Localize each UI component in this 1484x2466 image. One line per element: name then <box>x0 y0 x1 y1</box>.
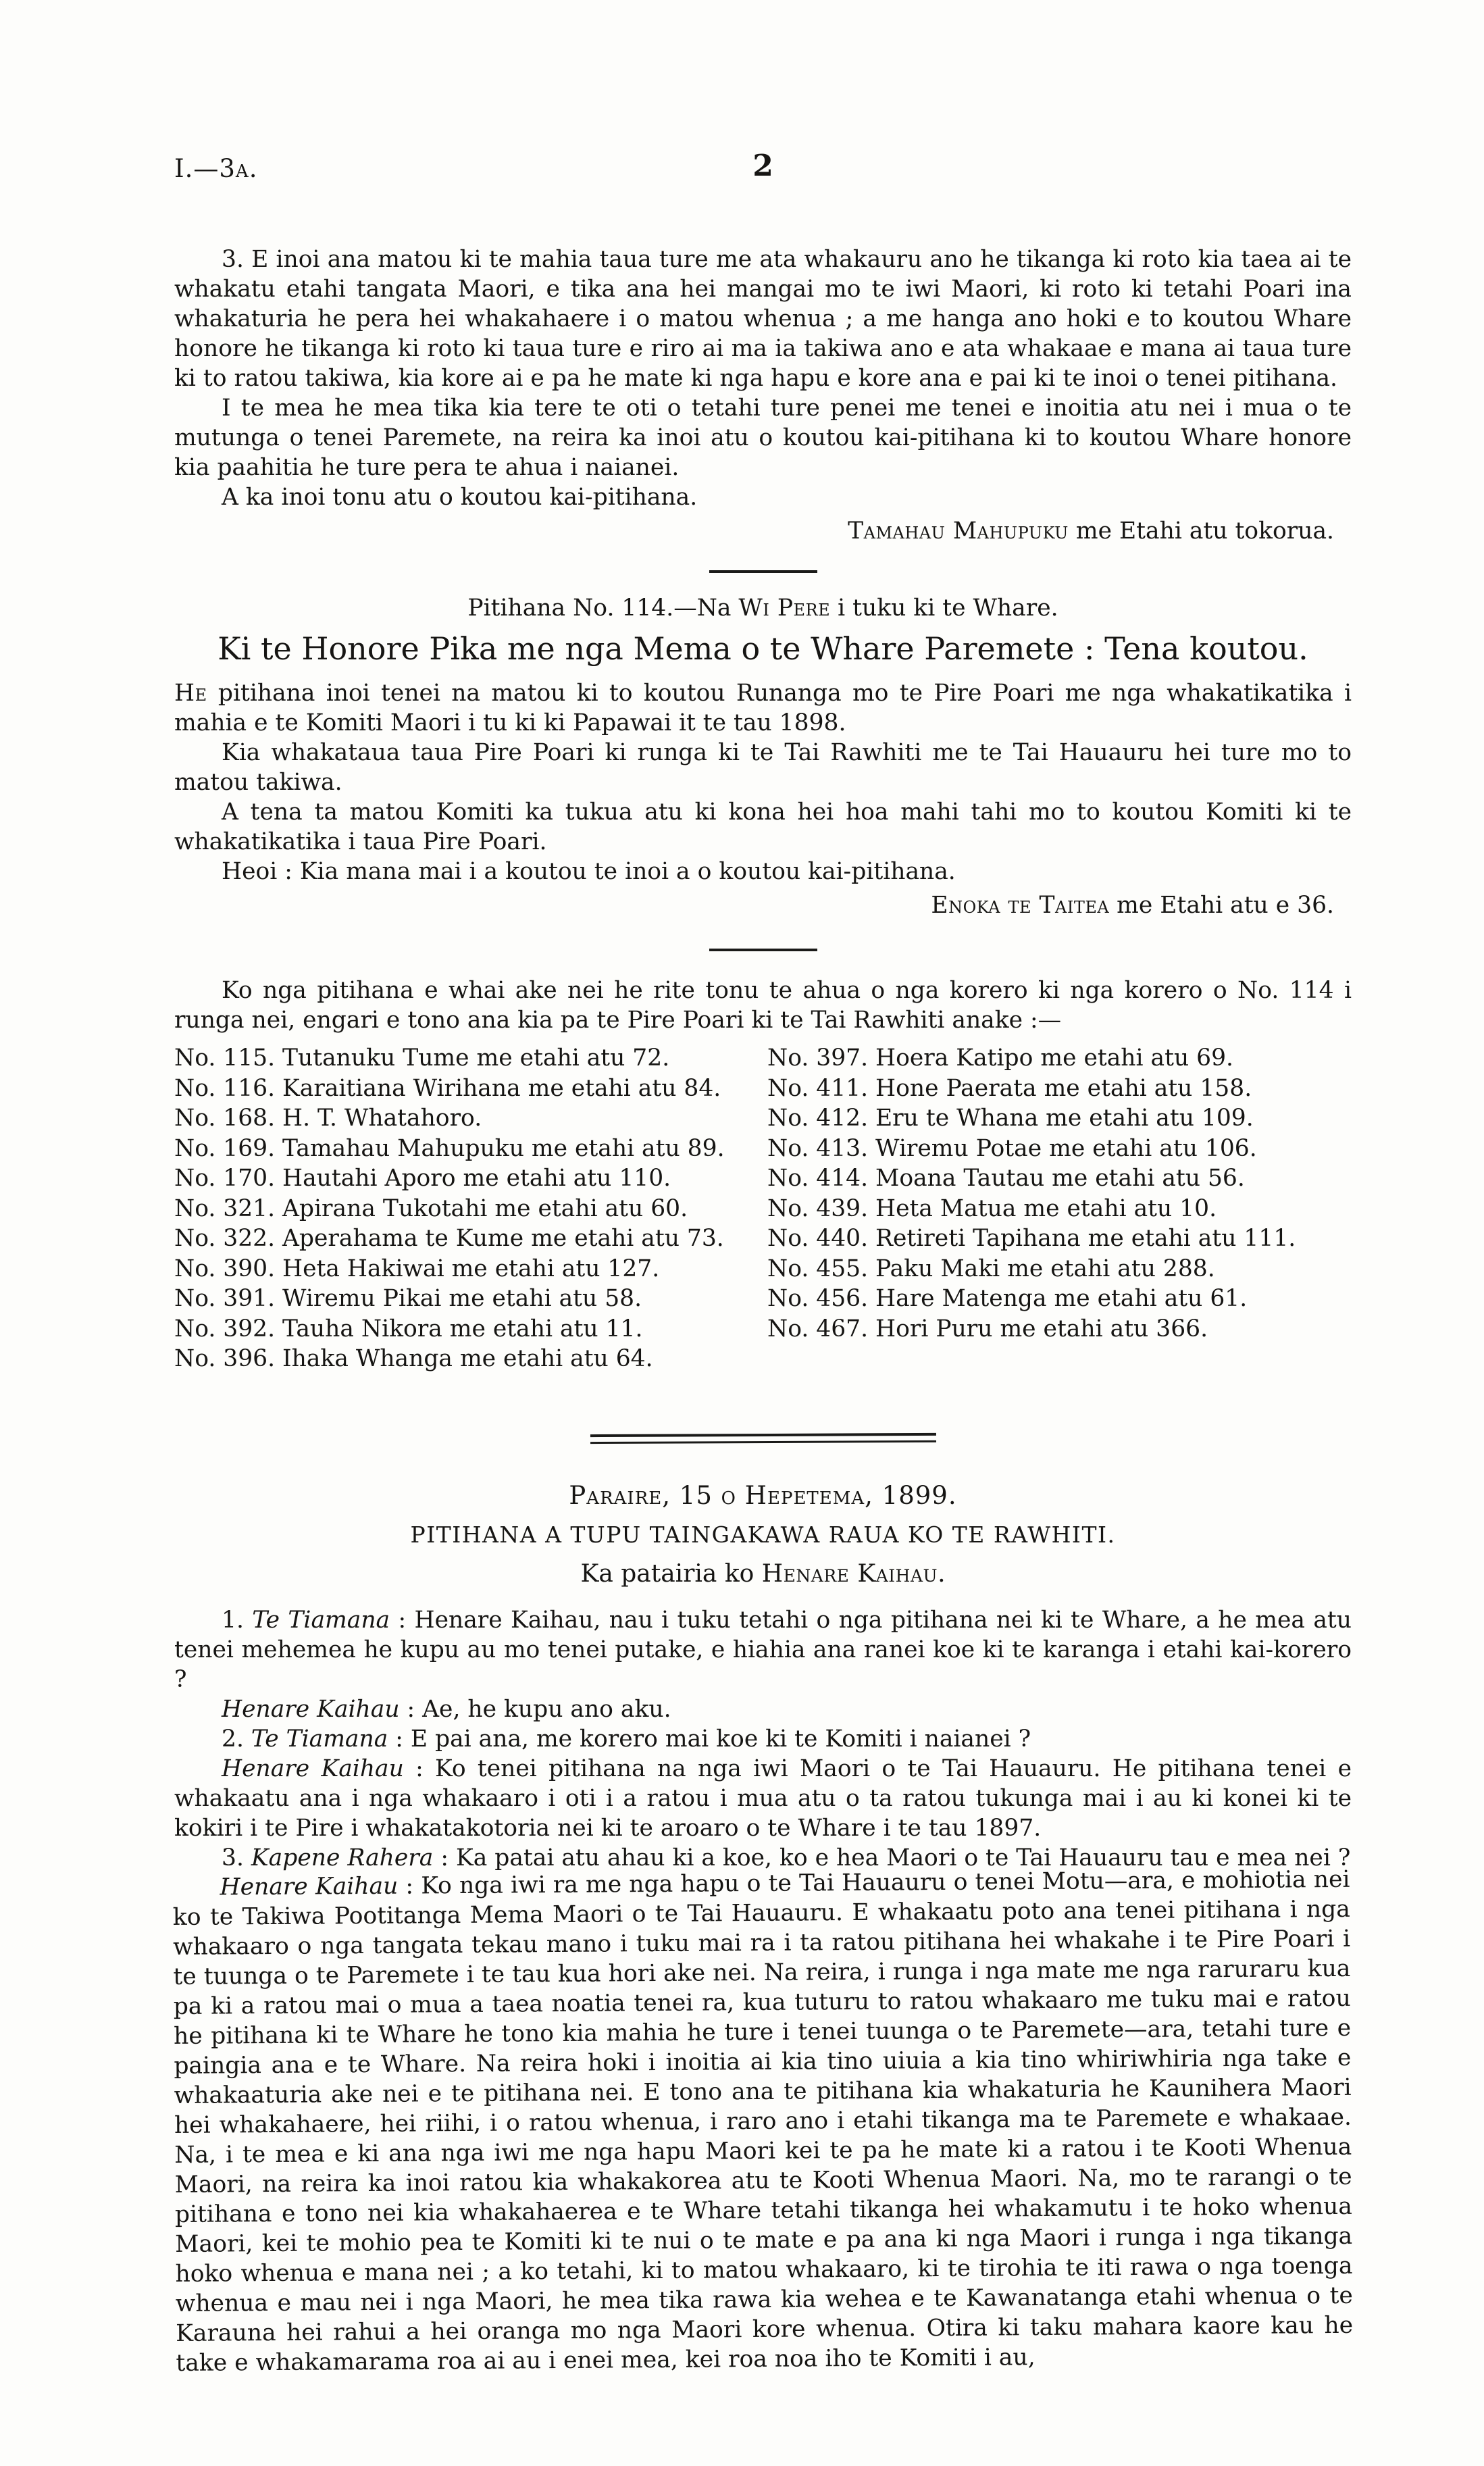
petition-list-item <box>767 1314 1352 1344</box>
session-witness-line <box>174 1559 1352 1589</box>
dialogue-separator: : <box>433 1844 456 1871</box>
dialogue-speaker-name: Henare Kaihau <box>220 1872 399 1901</box>
petition-number: No. 397. <box>767 1045 869 1072</box>
petitioner-name: Hoera Katipo me etahi atu 69. <box>875 1045 1234 1072</box>
dialogue-utterance: Ae, he kupu ano aku. <box>422 1695 671 1723</box>
petition-number: No. 413. <box>767 1134 869 1162</box>
petitioner-name: Wiremu Pikai me etahi atu 58. <box>282 1285 642 1312</box>
petition-number: No. 116. <box>174 1074 276 1102</box>
petition-number: No. 411. <box>767 1074 869 1102</box>
petitioner-name: Tamahau Mahupuku me etahi atu 89. <box>282 1134 725 1162</box>
petition-number: No. 392. <box>174 1315 276 1342</box>
related-petitions-list <box>174 1043 1352 1374</box>
dialogue-section <box>174 1605 1352 2378</box>
petition-list-item <box>767 1284 1352 1314</box>
signatory-suffix: me Etahi atu tokorua. <box>1068 518 1334 545</box>
related-petitions-intro: Ko nga pitihana e whai ake nei he rite tonu te ahua o nga korero ki nga korero o No. 114 i runga nei, engari e tono ana kia pa te Pire Poari ki te Tai Rawhiti anake :— <box>174 977 1352 1034</box>
petition-114-author-name: Wi Pere <box>738 595 831 622</box>
session-date-line: Paraire, 15 o Hepetema, 1899. <box>569 1480 957 1510</box>
petition-114-signature <box>174 890 1352 920</box>
petition-list-item <box>174 1163 767 1194</box>
paragraph-body: pitihana inoi tenei na matou ki to koutou Runanga mo te Pire Poari me nga whakatikatika i mahia e te Komiti Maori i tu ki ki Papawai it te tau 1898. <box>174 680 1352 736</box>
dialogue-speaker-name: Te Tiamana <box>252 1606 390 1634</box>
petition-list-item <box>767 1134 1352 1164</box>
petition-list-item <box>174 1194 767 1224</box>
dialogue-utterance: Henare Kaihau, nau i tuku tetahi o nga pitihana nei ki te Whare, a he mea atu tenei mehemea he kupu au mo tenei putake, e hiahia ana ranei koe ki te karanga i etahi kai-korero ? <box>174 1606 1352 1693</box>
petitioner-name: Moana Tautau me etahi atu 56. <box>875 1165 1245 1192</box>
section-divider-rule <box>709 570 817 573</box>
petition-number: No. 455. <box>767 1255 869 1282</box>
petition-114-paragraph-1 <box>174 678 1352 738</box>
dialogue-entry <box>174 1605 1352 1694</box>
page-header <box>174 149 1352 189</box>
dialogue-speaker-name: Henare Kaihau <box>222 1755 404 1782</box>
petition-number: No. 414. <box>767 1165 869 1192</box>
petition-number: No. 170. <box>174 1165 276 1192</box>
petitioner-name: H. T. Whatahoro. <box>282 1105 482 1132</box>
petitioner-name: Apirana Tukotahi me etahi atu 60. <box>282 1194 688 1222</box>
petitioner-name: Aperahama te Kume me etahi atu 73. <box>282 1225 724 1252</box>
petitioner-name: Paku Maki me etahi atu 288. <box>875 1255 1215 1282</box>
dialogue-entry <box>174 1754 1352 1843</box>
petition-number: No. 412. <box>767 1105 869 1132</box>
dialogue-utterance: Ka patai atu ahau ki a koe, ko e hea Maori o te Tai Hauauru tau e mea nei ? <box>455 1844 1351 1871</box>
petitioner-name: Retireti Tapihana me etahi atu 111. <box>875 1225 1296 1252</box>
signatory-suffix: me Etahi atu e 36. <box>1109 892 1334 919</box>
petitioner-name: Wiremu Potae me etahi atu 106. <box>875 1134 1257 1162</box>
petition-number: No. 396. <box>174 1345 276 1372</box>
session-divider-double-rule <box>590 1432 936 1443</box>
dialogue-separator: : <box>388 1725 411 1753</box>
petition-114-title-prefix: Pitihana No. 114.—Na <box>467 595 739 622</box>
dialogue-utterance: Ko nga iwi ra me nga hapu o te Tai Hauauru o tenei Motu—ara, e mohiotia nei ko te Takiwa Pootitanga Mema Maori o te Tai Hauauru. E whakaatu poto ana tenei pitihana i nga whakaaro o nga tangata tekau mano i tuku mai ra i ta ratou pitihana hei whakahe i te Pire Poari i te tuunga o te Paremete i te tau kua hori ake nei. Na reira, i runga i nga mate me nga raruraru kua pa ki a ratou mai o mua a taea noatia tenei ra, kua tuturu to ratou whakaaro me tuku mai e ratou he pitihana ki te Whare he tono kia mahia he ture i tenei tuunga o te Paremete—ara, tetahi ture e paingia ana e te Whare. Na reira hoki i inoitia ai kia tino uiuia a kia tino whiriwhiria nga take e whakaaturia ake nei e te pitihana nei. E tono ana te pitihana kia whakaturia he Kaunihera Maori hei whakahaere, hei riihi, i o ratou whenua, i raro ano i etahi tikanga ma te Paremete e whakaae. Na, i te mea e ki ana nga iwi me nga hapu Maori kei te pa he mate ki a ratou i te Kooti Whenua Maori, na reira ka inoi ratou kia whakakorea atu te Kooti Whenua Maori. Na, mo te rarangi o te pitihana e tono nei kia whakahaerea e te Whare tetahi tikanga hei whakamutu i te hoko whenua Maori, kei te mohio pea te Komiti ki te nui o te mate e pa ana ki nga Maori i runga i nga tikanga hoko whenua e mana nei ; a ko tetahi, ki to matou whakaaro, ki te tirohia te iti rawa o nga toenga whenua e mau nei i nga Maori, he mea tika rawa kia wehea e te Kawanatanga etahi whenua o te Karauna hei rahui a hei oranga mo nga Maori kore whenua. Otira ki taku mahara kaore kau he take e whakamarama roa ai au i enei mea, kei roa noa iho te Komiti i au, <box>172 1865 1354 2377</box>
petition-114-salutation-heading: Ki te Honore Pika me nga Mema o te Whare Paremete : Tena koutou. <box>218 630 1308 667</box>
petition-113-signature <box>174 516 1352 546</box>
witness-line-prefix: Ka patairia ko <box>580 1559 762 1588</box>
petition-list-item <box>174 1314 767 1344</box>
petition-list-item <box>174 1074 767 1104</box>
paragraph-lead-word: He <box>174 680 207 707</box>
petition-list-item <box>767 1043 1352 1074</box>
dialogue-question-number: 2. <box>222 1725 251 1753</box>
dialogue-separator: : <box>398 1871 421 1900</box>
dialogue-entry <box>172 1864 1353 2377</box>
petition-113-paragraph-3: 3. E inoi ana matou ki te mahia taua ture me ata whakauru ano he tikanga ki roto kia taea ai te whakatu etahi tangata Maori, e tika ana hei mangai mo te iwi Maori, ki roto ki tetahi Poari ina whakaturia he pera hei whakahaere i o matou whenua ; a me hanga ano hoki e to koutou Whare honore he tikanga ki roto ki taua ture e riro ai ma ia takiwa ano e ata whakaae e mana ai taua ture ki to ratou takiwa, kia kore ai e pa he mate ki nga hapu e kore ana e pai ki te inoi o tenei pitihana. <box>174 246 1352 392</box>
dialogue-separator: : <box>399 1695 423 1723</box>
signatory-name: Tamahau Mahupuku <box>848 518 1069 545</box>
petition-list-item <box>174 1224 767 1254</box>
petition-list-item <box>767 1103 1352 1134</box>
petition-number: No. 168. <box>174 1105 276 1132</box>
petitioner-name: Hone Paerata me etahi atu 158. <box>875 1074 1252 1102</box>
petition-113-closing-line: A ka inoi tonu atu o koutou kai-pitihana. <box>222 484 698 511</box>
dialogue-entry <box>174 1724 1352 1754</box>
petitioner-name: Heta Matua me etahi atu 10. <box>875 1194 1217 1222</box>
petitioner-name: Eru te Whana me etahi atu 109. <box>875 1105 1254 1132</box>
petition-number: No. 169. <box>174 1134 276 1162</box>
session-petition-title: PITIHANA A TUPU TAINGAKAWA RAUA KO TE RAWHITI. <box>410 1521 1116 1548</box>
petitioner-name: Hautahi Aporo me etahi atu 110. <box>282 1165 671 1192</box>
petition-list-item <box>174 1103 767 1134</box>
dialogue-entry <box>174 1694 1352 1724</box>
petitioner-name: Hori Puru me etahi atu 366. <box>875 1315 1208 1342</box>
dialogue-utterance: Ko tenei pitihana na nga iwi Maori o te Tai Hauauru. He pitihana tenei e whakaatu ana i nga whakaaro i oti i a ratou i mua atu o ta ratou tukunga mai i au ki konei ki te kokiri i te Pire i whakatakotoria nei ki te aroaro o te Whare i te tau 1897. <box>174 1755 1352 1842</box>
doc-reference-prefix: I.—3 <box>174 154 236 183</box>
petition-list-item <box>767 1224 1352 1254</box>
petition-list-left-column <box>174 1043 767 1374</box>
petition-number: No. 390. <box>174 1255 276 1282</box>
petitioner-name: Hare Matenga me etahi atu 61. <box>875 1285 1248 1312</box>
petition-114-title-suffix: i tuku ki te Whare. <box>830 595 1058 622</box>
petitioner-name: Heta Hakiwai me etahi atu 127. <box>282 1255 660 1282</box>
petition-list-item <box>174 1284 767 1314</box>
petition-114-paragraph-3: A tena ta matou Komiti ka tukua atu ki kona hei hoa mahi tahi mo to koutou Komiti ki te whakatikatika i taua Pire Poari. <box>174 799 1352 855</box>
petition-list-item <box>767 1194 1352 1224</box>
petition-114-closing-line: Heoi : Kia mana mai i a koutou te inoi a o koutou kai-pitihana. <box>222 858 956 885</box>
section-divider-rule <box>709 949 817 951</box>
petition-number: No. 391. <box>174 1285 276 1312</box>
petition-list-item <box>174 1043 767 1074</box>
petition-number: No. 440. <box>767 1225 869 1252</box>
petition-114-title <box>174 593 1352 623</box>
petition-number: No. 115. <box>174 1045 276 1072</box>
dialogue-utterance: E pai ana, me korero mai koe ki te Komiti i naianei ? <box>410 1725 1031 1753</box>
dialogue-separator: : <box>403 1755 435 1782</box>
petitioner-name: Ihaka Whanga me etahi atu 64. <box>282 1345 653 1372</box>
petitioner-name: Tutanuku Tume me etahi atu 72. <box>282 1045 670 1072</box>
petition-list-item <box>767 1254 1352 1284</box>
petition-list-item <box>174 1254 767 1284</box>
petitioner-name: Karaitiana Wirihana me etahi atu 84. <box>282 1074 721 1102</box>
petition-number: No. 439. <box>767 1194 869 1222</box>
petition-114-paragraph-2: Kia whakataua taua Pire Poari ki runga ki te Tai Rawhiti me te Tai Hauauru hei ture mo to matou takiwa. <box>174 739 1352 796</box>
dialogue-separator: : <box>390 1606 415 1634</box>
witness-name: Henare Kaihau <box>761 1559 938 1588</box>
petitioner-name: Tauha Nikora me etahi atu 11. <box>282 1315 643 1342</box>
petition-list-item <box>174 1344 767 1374</box>
petition-list-item <box>767 1074 1352 1104</box>
petition-list-item <box>767 1163 1352 1194</box>
doc-reference-suffix: a. <box>235 154 258 183</box>
witness-line-suffix: . <box>938 1559 946 1588</box>
dialogue-question-number: 1. <box>222 1606 253 1634</box>
petition-number: No. 322. <box>174 1225 276 1252</box>
dialogue-question-number: 3. <box>222 1844 251 1871</box>
petition-number: No. 467. <box>767 1315 869 1342</box>
dialogue-speaker-name: Te Tiamana <box>251 1725 388 1753</box>
petition-113-paragraph-4: I te mea he mea tika kia tere te oti o tetahi ture penei me tenei e inoitia atu nei i mua o te mutunga o tenei Paremete, na reira ka inoi atu o koutou kai-pitihana ki to koutou Whare honore kia paahitia he ture pera te ahua i naianei. <box>174 395 1352 481</box>
signatory-name: Enoka te Taitea <box>931 892 1110 919</box>
petition-number: No. 456. <box>767 1285 869 1312</box>
petition-list-right-column <box>767 1043 1352 1374</box>
dialogue-speaker-name: Henare Kaihau <box>222 1695 400 1723</box>
petition-list-item <box>174 1134 767 1164</box>
page-number: 2 <box>752 149 773 183</box>
dialogue-speaker-name: Kapene Rahera <box>251 1844 434 1871</box>
petition-number: No. 321. <box>174 1194 276 1222</box>
